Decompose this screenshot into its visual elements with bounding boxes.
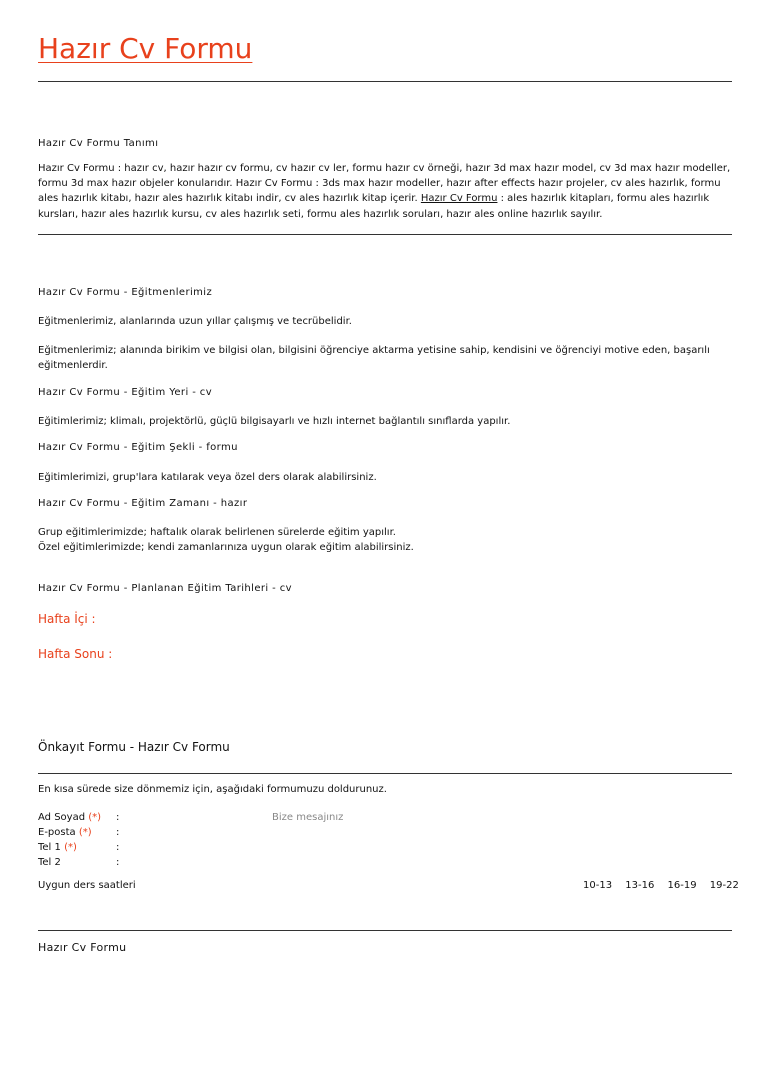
instructors-paragraph-1: Eğitmenlerimiz, alanlarında uzun yıllar çalışmış ve tecrübelidir.: [38, 316, 352, 327]
weekend-label: Hafta Sonu :: [38, 647, 113, 661]
tel2-label-text: Tel 2: [38, 857, 61, 868]
name-label: [38, 812, 101, 823]
hours-option-19-22[interactable]: 19-22: [709, 880, 739, 891]
name-field[interactable]: :: [116, 812, 120, 823]
required-mark: (*): [78, 827, 92, 838]
divider: [38, 930, 732, 931]
time-line-1: Grup eğitimlerimizde; haftalık olarak belirlenen sürelerde eğitim yapılır.: [38, 527, 396, 538]
email-field[interactable]: :: [116, 827, 120, 838]
instructors-paragraph-2: Eğitmenlerimiz; alanında birikim ve bilgisi olan, bilgisini öğrenciye aktarma yetisine sahip, kendisini ve öğrenciyi motive eden, başarılı eğitmenlerdir.: [38, 345, 710, 372]
time-line-2: Özel eğitimlerimizde; kendi zamanlarınıza uygun olarak eğitim alabilirsiniz.: [38, 542, 414, 553]
definition-text-before: Hazır Cv Formu : hazır cv, hazır hazır cv formu, cv hazır cv ler, formu hazır cv örneği, hazır 3d max hazır model, cv 3d max hazır modeller, formu 3d max hazır objeler konularıdır. Hazır Cv Formu : 3ds max hazır modeller, hazır after effects hazır projeler, cv ales hazırlık, formu ales hazırlık kitabı, hazır ales hazırlık kitabı indir, cv ales hazırlık kitap içerir.: [38, 163, 731, 205]
hours-option-16-19[interactable]: 16-19: [667, 880, 697, 891]
style-text: Eğitimlerimizi, grup'lara katılarak veya özel ders olarak alabilirsiniz.: [38, 472, 377, 483]
definition-link[interactable]: Hazır Cv Formu: [420, 193, 498, 205]
tel1-label: [38, 842, 77, 853]
hours-option-10-13[interactable]: 10-13: [583, 880, 613, 891]
hours-option-13-16[interactable]: 13-16: [625, 880, 655, 891]
email-label-text: E-posta: [38, 827, 76, 838]
definition-text-after: : ales hazırlık kitapları, formu ales hazırlık kursları, hazır ales hazırlık kursu, cv ales hazırlık seti, formu ales hazırlık soruları, hazır ales online hazırlık sayılır.: [38, 193, 710, 220]
footer-title: Hazır Cv Formu: [38, 941, 127, 954]
hours-options: [573, 878, 739, 893]
preregistration-heading: Önkayıt Formu - Hazır Cv Formu: [38, 740, 230, 754]
definition-paragraph: [38, 161, 738, 222]
hours-label: Uygun ders saatleri: [38, 880, 136, 891]
place-text: Eğitimlerimiz; klimalı, projektörlü, güçlü bilgisayarlı ve hızlı internet bağlantılı sınıflarda yapılır.: [38, 416, 511, 427]
tel2-label: [38, 857, 61, 868]
style-heading: Hazır Cv Formu - Eğitim Şekli - formu: [38, 442, 238, 453]
divider: [38, 234, 732, 235]
weekdays-label: Hafta İçi :: [38, 612, 96, 626]
required-mark: (*): [88, 812, 102, 823]
page-title: Hazır Cv Formu: [38, 32, 253, 65]
planned-heading: Hazır Cv Formu - Planlanan Eğitim Tarihleri - cv: [38, 583, 292, 594]
form-intro: En kısa sürede size dönmemiz için, aşağıdaki formumuzu doldurunuz.: [38, 784, 387, 795]
instructors-heading: Hazır Cv Formu - Eğitmenlerimiz: [38, 287, 213, 298]
tel1-label-text: Tel 1: [38, 842, 61, 853]
message-textarea[interactable]: Bize mesajınız: [272, 812, 344, 823]
time-heading: Hazır Cv Formu - Eğitim Zamanı - hazır: [38, 498, 248, 509]
divider: [38, 81, 732, 82]
tel2-field[interactable]: :: [116, 857, 120, 868]
definition-heading: Hazır Cv Formu Tanımı: [38, 138, 159, 149]
tel1-field[interactable]: :: [116, 842, 120, 853]
place-heading: Hazır Cv Formu - Eğitim Yeri - cv: [38, 387, 213, 398]
divider: [38, 773, 732, 774]
email-label: [38, 827, 92, 838]
name-label-text: Ad Soyad: [38, 812, 86, 823]
required-mark: (*): [64, 842, 77, 853]
